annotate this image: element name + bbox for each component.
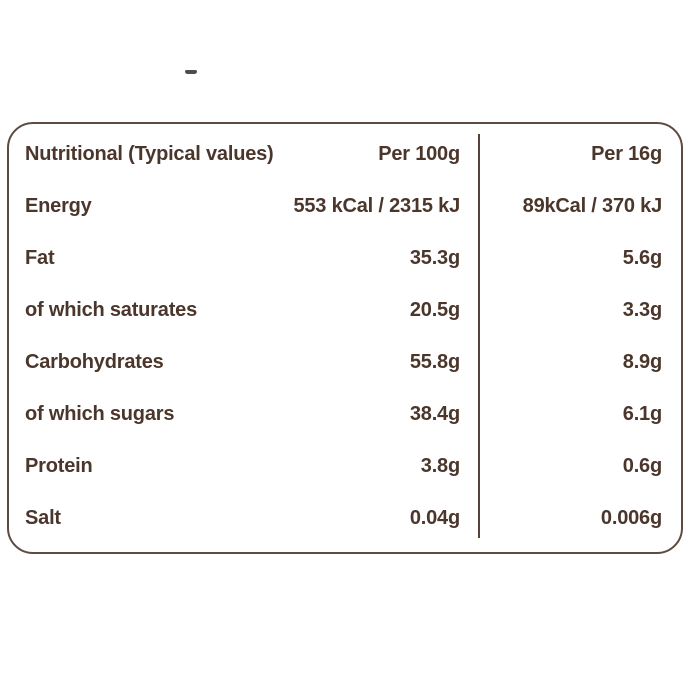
row-label: Salt: [25, 506, 61, 529]
table-row-saturates: [9, 284, 681, 336]
table-row-salt: [9, 492, 681, 544]
row-label: Protein: [25, 454, 93, 477]
header-per-100g: Per 100g: [378, 142, 460, 165]
table-row-fat: [9, 232, 681, 284]
column-divider: [478, 134, 480, 538]
value-per-100g: 35.3g: [409, 246, 460, 269]
row-label: Carbohydrates: [25, 350, 164, 373]
table-row-carbohydrates: [9, 336, 681, 388]
value-per-16g: 6.1g: [622, 402, 662, 425]
table-row-sugars: [9, 388, 681, 440]
value-per-100g: 3.8g: [420, 454, 460, 477]
value-per-16g: 5.6g: [622, 246, 662, 269]
value-per-16g: 0.006g: [600, 506, 662, 529]
value-per-100g: 0.04g: [409, 506, 460, 529]
value-per-100g: 553 kCal / 2315 kJ: [293, 194, 460, 217]
value-per-16g: 3.3g: [622, 298, 662, 321]
table-header-row: [9, 128, 681, 180]
row-label: of which saturates: [25, 298, 197, 321]
nutrition-panel: [7, 122, 683, 554]
value-per-16g: 0.6g: [622, 454, 662, 477]
row-label: Fat: [25, 246, 55, 269]
row-label: of which sugars: [25, 402, 175, 425]
table-row-protein: [9, 440, 681, 492]
header-per-16g: Per 16g: [591, 142, 662, 165]
value-per-16g: 89kCal / 370 kJ: [522, 194, 662, 217]
value-per-100g: 38.4g: [409, 402, 460, 425]
row-label: Energy: [25, 194, 92, 217]
value-per-100g: 55.8g: [409, 350, 460, 373]
value-per-16g: 8.9g: [622, 350, 662, 373]
smudge-mark: [185, 70, 197, 74]
value-per-100g: 20.5g: [409, 298, 460, 321]
table-row-energy: [9, 180, 681, 232]
header-nutritional-label: Nutritional (Typical values): [25, 142, 274, 165]
